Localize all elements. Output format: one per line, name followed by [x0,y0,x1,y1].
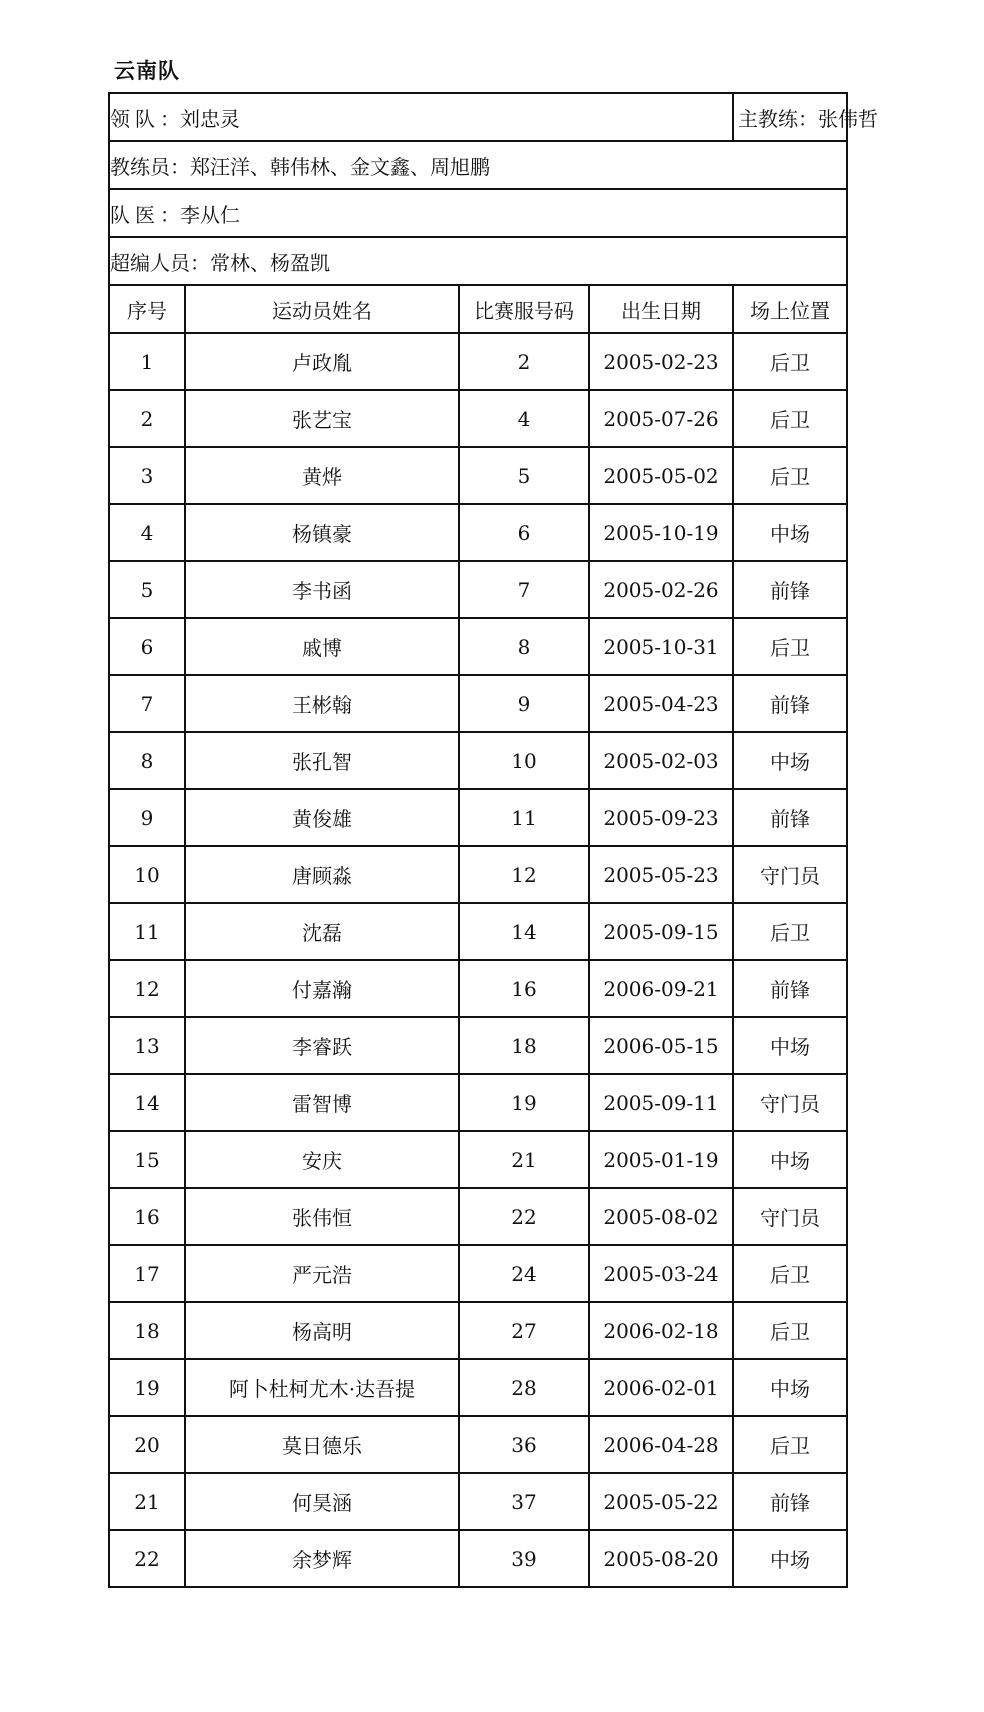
row-index: 2 [109,390,185,447]
team-leader-cell [109,93,733,141]
table-row [109,1188,847,1245]
position: 前锋 [733,675,847,732]
row-index: 15 [109,1131,185,1188]
table-row [109,846,847,903]
head-coach-cell [733,93,878,141]
shirt-number: 7 [459,561,589,618]
player-name: 张孔智 [185,732,459,789]
player-name: 沈磊 [185,903,459,960]
table-row [109,618,847,675]
position: 中场 [733,1359,847,1416]
table-row [109,1017,847,1074]
table-row [109,561,847,618]
row-index: 4 [109,504,185,561]
position: 后卫 [733,903,847,960]
extra-staff-names: 常林、杨盈凯 [210,250,330,275]
row-index: 17 [109,1245,185,1302]
birth-date: 2005-05-23 [589,846,733,903]
birth-date: 2005-10-19 [589,504,733,561]
position: 前锋 [733,561,847,618]
extra-staff-label: 超编人员： [110,250,210,275]
player-name: 黄俊雄 [185,789,459,846]
position: 后卫 [733,1245,847,1302]
shirt-number: 18 [459,1017,589,1074]
birth-date: 2006-05-15 [589,1017,733,1074]
player-name: 唐顾淼 [185,846,459,903]
position: 守门员 [733,1188,847,1245]
header-shirt-number: 比赛服号码 [459,285,589,333]
table-row [109,1131,847,1188]
leader-row [109,93,847,141]
player-name: 雷智博 [185,1074,459,1131]
row-index: 10 [109,846,185,903]
birth-date: 2006-09-21 [589,960,733,1017]
table-row [109,903,847,960]
player-name: 戚博 [185,618,459,675]
shirt-number: 8 [459,618,589,675]
birth-date: 2005-05-02 [589,447,733,504]
header-player-name: 运动员姓名 [185,285,459,333]
birth-date: 2005-02-26 [589,561,733,618]
position: 守门员 [733,1074,847,1131]
coaches-names: 郑汪洋、韩伟林、金文鑫、周旭鹏 [190,154,490,179]
birth-date: 2005-09-15 [589,903,733,960]
table-header-row [109,285,847,333]
shirt-number: 24 [459,1245,589,1302]
player-name: 阿卜杜柯尤木·达吾提 [185,1359,459,1416]
row-index: 21 [109,1473,185,1530]
row-index: 14 [109,1074,185,1131]
position: 前锋 [733,960,847,1017]
table-row [109,675,847,732]
birth-date: 2005-02-23 [589,333,733,390]
position: 前锋 [733,1473,847,1530]
shirt-number: 11 [459,789,589,846]
player-name: 张伟恒 [185,1188,459,1245]
row-index: 9 [109,789,185,846]
header-index: 序号 [109,285,185,333]
birth-date: 2006-02-18 [589,1302,733,1359]
row-index: 12 [109,960,185,1017]
team-doctor-name: 李从仁 [180,202,240,227]
shirt-number: 9 [459,675,589,732]
position: 中场 [733,1530,847,1587]
shirt-number: 6 [459,504,589,561]
team-doctor-label: 队医： [110,202,180,227]
shirt-number: 4 [459,390,589,447]
row-index: 3 [109,447,185,504]
row-index: 19 [109,1359,185,1416]
player-name: 张艺宝 [185,390,459,447]
table-row [109,732,847,789]
head-coach-label: 主教练： [738,106,818,131]
shirt-number: 28 [459,1359,589,1416]
shirt-number: 10 [459,732,589,789]
position: 后卫 [733,447,847,504]
table-row [109,333,847,390]
position: 后卫 [733,618,847,675]
birth-date: 2005-08-20 [589,1530,733,1587]
shirt-number: 14 [459,903,589,960]
position: 中场 [733,1131,847,1188]
position: 守门员 [733,846,847,903]
player-name: 李睿跃 [185,1017,459,1074]
player-name: 王彬翰 [185,675,459,732]
table-row [109,390,847,447]
birth-date: 2005-03-24 [589,1245,733,1302]
team-leader-label: 领队： [110,106,180,131]
row-index: 22 [109,1530,185,1587]
position: 中场 [733,504,847,561]
coaches-row [109,141,847,189]
table-row [109,789,847,846]
player-name: 付嘉瀚 [185,960,459,1017]
coaches-label: 教练员： [110,154,190,179]
row-index: 11 [109,903,185,960]
shirt-number: 5 [459,447,589,504]
player-name: 安庆 [185,1131,459,1188]
row-index: 7 [109,675,185,732]
position: 后卫 [733,333,847,390]
table-row [109,1530,847,1587]
player-name: 杨镇豪 [185,504,459,561]
player-name: 严元浩 [185,1245,459,1302]
row-index: 13 [109,1017,185,1074]
player-name: 余梦辉 [185,1530,459,1587]
row-index: 20 [109,1416,185,1473]
table-row [109,1359,847,1416]
shirt-number: 16 [459,960,589,1017]
birth-date: 2005-05-22 [589,1473,733,1530]
position: 后卫 [733,1416,847,1473]
row-index: 18 [109,1302,185,1359]
table-row [109,1245,847,1302]
shirt-number: 2 [459,333,589,390]
table-row [109,504,847,561]
position: 后卫 [733,390,847,447]
extra-staff-row [109,237,847,285]
table-row [109,1302,847,1359]
header-birth-date: 出生日期 [589,285,733,333]
player-name: 卢政胤 [185,333,459,390]
position: 后卫 [733,1302,847,1359]
position: 中场 [733,1017,847,1074]
row-index: 1 [109,333,185,390]
birth-date: 2005-08-02 [589,1188,733,1245]
birth-date: 2005-09-11 [589,1074,733,1131]
position: 前锋 [733,789,847,846]
extra-staff-cell [109,237,847,285]
position: 中场 [733,732,847,789]
header-position: 场上位置 [733,285,847,333]
team-doctor-cell [109,189,847,237]
birth-date: 2005-10-31 [589,618,733,675]
coaches-cell [109,141,847,189]
player-name: 何昊涵 [185,1473,459,1530]
player-name: 杨高明 [185,1302,459,1359]
shirt-number: 19 [459,1074,589,1131]
player-name: 李书函 [185,561,459,618]
shirt-number: 36 [459,1416,589,1473]
table-row [109,960,847,1017]
shirt-number: 22 [459,1188,589,1245]
row-index: 16 [109,1188,185,1245]
birth-date: 2005-02-03 [589,732,733,789]
shirt-number: 21 [459,1131,589,1188]
row-index: 5 [109,561,185,618]
table-row [109,447,847,504]
player-name: 莫日德乐 [185,1416,459,1473]
player-name: 黄烨 [185,447,459,504]
birth-date: 2006-02-01 [589,1359,733,1416]
table-row [109,1074,847,1131]
doctor-row [109,189,847,237]
shirt-number: 12 [459,846,589,903]
row-index: 6 [109,618,185,675]
birth-date: 2005-01-19 [589,1131,733,1188]
birth-date: 2005-04-23 [589,675,733,732]
shirt-number: 27 [459,1302,589,1359]
page-title: 云南队 [114,59,180,83]
team-leader-name: 刘忠灵 [180,106,240,131]
table-row [109,1416,847,1473]
birth-date: 2005-09-23 [589,789,733,846]
row-index: 8 [109,732,185,789]
birth-date: 2005-07-26 [589,390,733,447]
shirt-number: 39 [459,1530,589,1587]
roster-table [108,92,878,1588]
head-coach-name: 张伟哲 [818,106,878,131]
table-row [109,1473,847,1530]
shirt-number: 37 [459,1473,589,1530]
birth-date: 2006-04-28 [589,1416,733,1473]
